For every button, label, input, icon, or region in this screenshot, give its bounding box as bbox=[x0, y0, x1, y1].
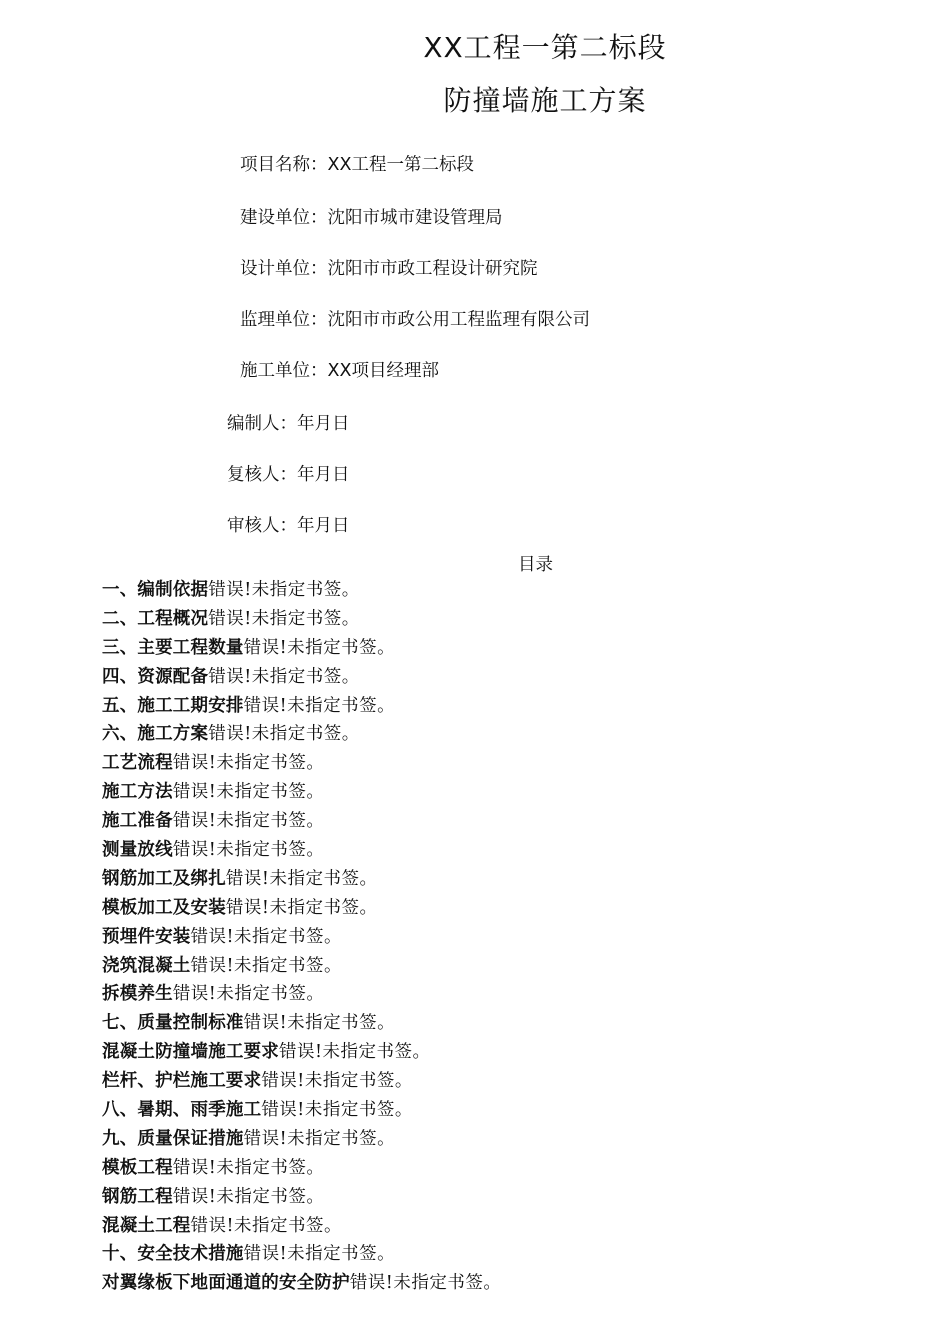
toc-item-label: 拆模养生 bbox=[102, 984, 173, 1005]
document-title-line1 bbox=[70, 26, 950, 66]
toc-item[interactable] bbox=[102, 749, 501, 778]
toc-item[interactable] bbox=[102, 1096, 501, 1125]
toc-item-error: 错误!未指定书签。 bbox=[243, 1013, 396, 1034]
toc-item-label: 模板工程 bbox=[102, 1157, 173, 1178]
toc-item-error: 错误!未指定书签。 bbox=[243, 1128, 396, 1149]
toc-heading: 目录 bbox=[518, 555, 553, 575]
toc-item-error: 错误!未指定书签。 bbox=[172, 753, 325, 774]
toc-item-label: 三、主要工程数量 bbox=[102, 637, 244, 658]
signoff-compiler bbox=[227, 410, 350, 435]
toc-item-error: 错误!未指定书签。 bbox=[190, 1215, 343, 1236]
info-designer bbox=[240, 255, 538, 280]
document-title-line2 bbox=[70, 79, 950, 119]
toc-item[interactable] bbox=[102, 1240, 501, 1269]
signoff-label: 编制人： bbox=[227, 414, 297, 434]
toc-item[interactable] bbox=[102, 836, 501, 865]
signoff-reviewer bbox=[227, 461, 350, 486]
toc-item-label: 二、工程概况 bbox=[102, 608, 209, 629]
toc-item-error: 错误!未指定书签。 bbox=[243, 695, 396, 716]
toc-item-label: 预埋件安装 bbox=[102, 926, 191, 947]
info-supervisor bbox=[240, 306, 590, 331]
toc-item-label: 五、施工工期安排 bbox=[102, 695, 244, 716]
toc-item-error: 错误!未指定书签。 bbox=[172, 1157, 325, 1178]
table-of-contents bbox=[102, 576, 501, 1298]
toc-item-error: 错误!未指定书签。 bbox=[208, 580, 360, 600]
info-label: 监理单位： bbox=[240, 310, 328, 330]
toc-item-label: 九、质量保证措施 bbox=[102, 1128, 244, 1149]
toc-item-error: 错误!未指定书签。 bbox=[225, 897, 378, 918]
toc-item-label: 四、资源配备 bbox=[102, 666, 209, 687]
toc-item-label: 浇筑混凝土 bbox=[102, 955, 191, 976]
toc-item-label: 八、暑期、雨季施工 bbox=[102, 1100, 262, 1121]
toc-item-label: 对翼缘板下地面通道的安全防护 bbox=[102, 1273, 350, 1294]
toc-item[interactable] bbox=[102, 1009, 501, 1038]
toc-item-label: 钢筋工程 bbox=[102, 1186, 173, 1207]
toc-item-error: 错误!未指定书签。 bbox=[172, 1186, 325, 1207]
toc-item-error: 错误!未指定书签。 bbox=[243, 1244, 396, 1265]
toc-item-error: 错误!未指定书签。 bbox=[172, 984, 325, 1005]
toc-item[interactable] bbox=[102, 576, 501, 605]
toc-item[interactable] bbox=[102, 634, 501, 663]
toc-item-label: 栏杆、护栏施工要求 bbox=[102, 1071, 262, 1092]
toc-item[interactable] bbox=[102, 1269, 501, 1298]
toc-item-label: 钢筋加工及绑扎 bbox=[102, 868, 226, 889]
toc-item-error: 错误!未指定书签。 bbox=[261, 1071, 413, 1092]
toc-item-error: 错误!未指定书签。 bbox=[172, 782, 325, 803]
signoff-date: 年月日 bbox=[297, 414, 350, 434]
toc-item[interactable] bbox=[102, 1183, 501, 1212]
toc-item[interactable] bbox=[102, 1067, 501, 1096]
toc-item-label: 十、安全技术措施 bbox=[102, 1244, 244, 1265]
toc-item-label: 测量放线 bbox=[102, 840, 173, 861]
toc-item-error: 错误!未指定书签。 bbox=[190, 955, 343, 976]
info-value: 沈阳市市政公用工程监理有限公司 bbox=[327, 310, 590, 330]
document-title: XX工程一第二标段 bbox=[423, 31, 667, 64]
toc-item-error: 错误!未指定书签。 bbox=[261, 1100, 413, 1121]
toc-item[interactable] bbox=[102, 923, 501, 952]
toc-item-label: 工艺流程 bbox=[102, 753, 173, 774]
toc-item-error: 错误!未指定书签。 bbox=[208, 724, 360, 745]
toc-item-label: 施工方法 bbox=[102, 782, 173, 803]
toc-item[interactable] bbox=[102, 1125, 501, 1154]
toc-item[interactable] bbox=[102, 720, 501, 749]
info-label: 项目名称： bbox=[240, 155, 328, 175]
toc-item[interactable] bbox=[102, 1212, 501, 1241]
info-value: 沈阳市市政工程设计研究院 bbox=[327, 259, 538, 279]
info-value: XX工程一第二标段 bbox=[327, 155, 474, 175]
toc-item[interactable] bbox=[102, 663, 501, 692]
toc-item-label: 六、施工方案 bbox=[102, 724, 209, 745]
document-subtitle: 防撞墙施工方案 bbox=[443, 84, 647, 117]
toc-item[interactable] bbox=[102, 605, 501, 634]
toc-item-error: 错误!未指定书签。 bbox=[172, 840, 325, 861]
info-owner bbox=[240, 204, 503, 229]
toc-item-error: 错误!未指定书签。 bbox=[349, 1273, 502, 1294]
info-contractor bbox=[240, 357, 439, 382]
signoff-label: 审核人： bbox=[227, 516, 297, 536]
toc-item[interactable] bbox=[102, 865, 501, 894]
toc-item[interactable] bbox=[102, 692, 501, 721]
toc-item-label: 一、编制依据 bbox=[102, 580, 209, 600]
toc-item-error: 错误!未指定书签。 bbox=[243, 637, 396, 658]
toc-item[interactable] bbox=[102, 980, 501, 1009]
toc-item[interactable] bbox=[102, 778, 501, 807]
signoff-approver bbox=[227, 512, 350, 537]
info-value: XX项目经理部 bbox=[327, 361, 439, 381]
toc-item-label: 模板加工及安装 bbox=[102, 897, 226, 918]
toc-item-error: 错误!未指定书签。 bbox=[279, 1042, 431, 1063]
toc-item-error: 错误!未指定书签。 bbox=[208, 666, 360, 687]
toc-item-label: 混凝土防撞墙施工要求 bbox=[102, 1042, 279, 1063]
toc-item[interactable] bbox=[102, 1154, 501, 1183]
info-value: 沈阳市城市建设管理局 bbox=[327, 208, 503, 228]
toc-item-error: 错误!未指定书签。 bbox=[172, 811, 325, 832]
info-label: 施工单位： bbox=[240, 361, 328, 381]
toc-item-error: 错误!未指定书签。 bbox=[208, 608, 360, 629]
toc-item-label: 混凝土工程 bbox=[102, 1215, 191, 1236]
toc-item-error: 错误!未指定书签。 bbox=[225, 868, 378, 889]
toc-item-label: 七、质量控制标准 bbox=[102, 1013, 244, 1034]
toc-item-error: 错误!未指定书签。 bbox=[190, 926, 343, 947]
toc-item[interactable] bbox=[102, 1038, 501, 1067]
info-label: 设计单位： bbox=[240, 259, 328, 279]
toc-item[interactable] bbox=[102, 807, 501, 836]
toc-item[interactable] bbox=[102, 952, 501, 981]
signoff-date: 年月日 bbox=[297, 516, 350, 536]
info-label: 建设单位： bbox=[240, 208, 328, 228]
info-project-name bbox=[240, 151, 474, 176]
signoff-label: 复核人： bbox=[227, 465, 297, 485]
signoff-date: 年月日 bbox=[297, 465, 350, 485]
toc-item-label: 施工准备 bbox=[102, 811, 173, 832]
toc-item[interactable] bbox=[102, 894, 501, 923]
